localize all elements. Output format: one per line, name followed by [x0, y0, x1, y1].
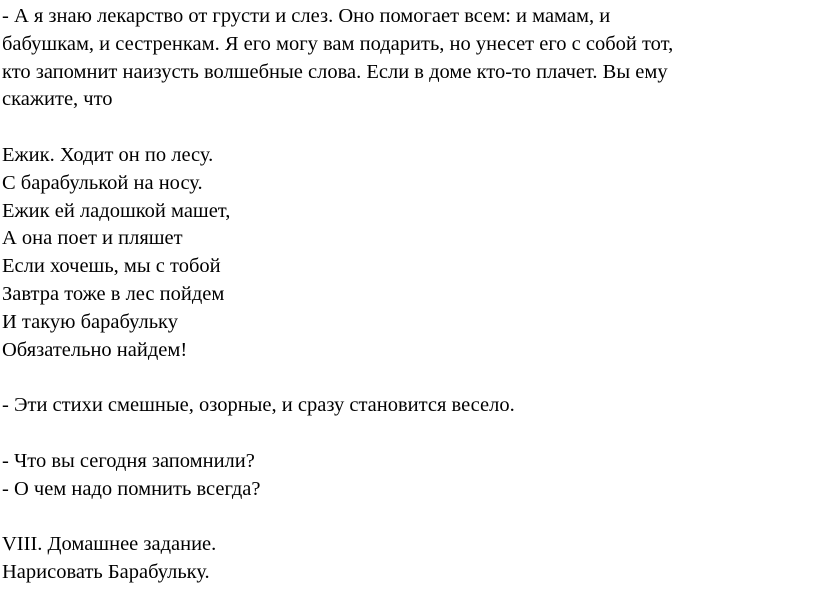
- intro-line: - А я знаю лекарство от грусти и слез. Оно помогает всем: и мамам, и: [2, 5, 611, 27]
- poem-line: Обязательно найдем!: [2, 338, 188, 361]
- intro-line: кто запомнит наизусть волшебные слова. Если в доме кто-то плачет. Вы ему: [2, 60, 668, 83]
- poem-line: А она поет и пляшет: [2, 227, 183, 250]
- poem: [2, 142, 814, 364]
- poem-line: Ежик ей ладошкой машет,: [2, 199, 231, 222]
- poem-line: Если хочешь, мы с тобой: [2, 255, 221, 278]
- comment-line: - Эти стихи смешные, озорные, и сразу становится весело.: [2, 394, 515, 417]
- poem-line: Ежик. Ходит он по лесу.: [2, 143, 214, 166]
- intro-line: скажите, что: [2, 88, 113, 111]
- poem-line: С барабулькой на носу.: [2, 171, 203, 194]
- question-line: - Что вы сегодня запомнили?: [2, 449, 255, 472]
- blank-line: [2, 503, 814, 531]
- questions: [2, 448, 814, 504]
- homework-section: [2, 531, 814, 587]
- document-body: [2, 3, 814, 587]
- homework-heading: VIII. Домашнее задание.: [2, 533, 217, 556]
- poem-line: Завтра тоже в лес пойдем: [2, 282, 225, 305]
- blank-line: [2, 114, 814, 142]
- homework-task: Нарисовать Барабульку.: [2, 560, 210, 583]
- blank-line: [2, 364, 814, 392]
- intro-line: бабушкам, и сестренкам. Я его могу вам подарить, но унесет его с собой тот,: [2, 32, 674, 55]
- question-line: - О чем надо помнить всегда?: [2, 477, 261, 500]
- intro-paragraph: [2, 3, 814, 114]
- poem-line: И такую барабульку: [2, 310, 178, 333]
- blank-line: [2, 420, 814, 448]
